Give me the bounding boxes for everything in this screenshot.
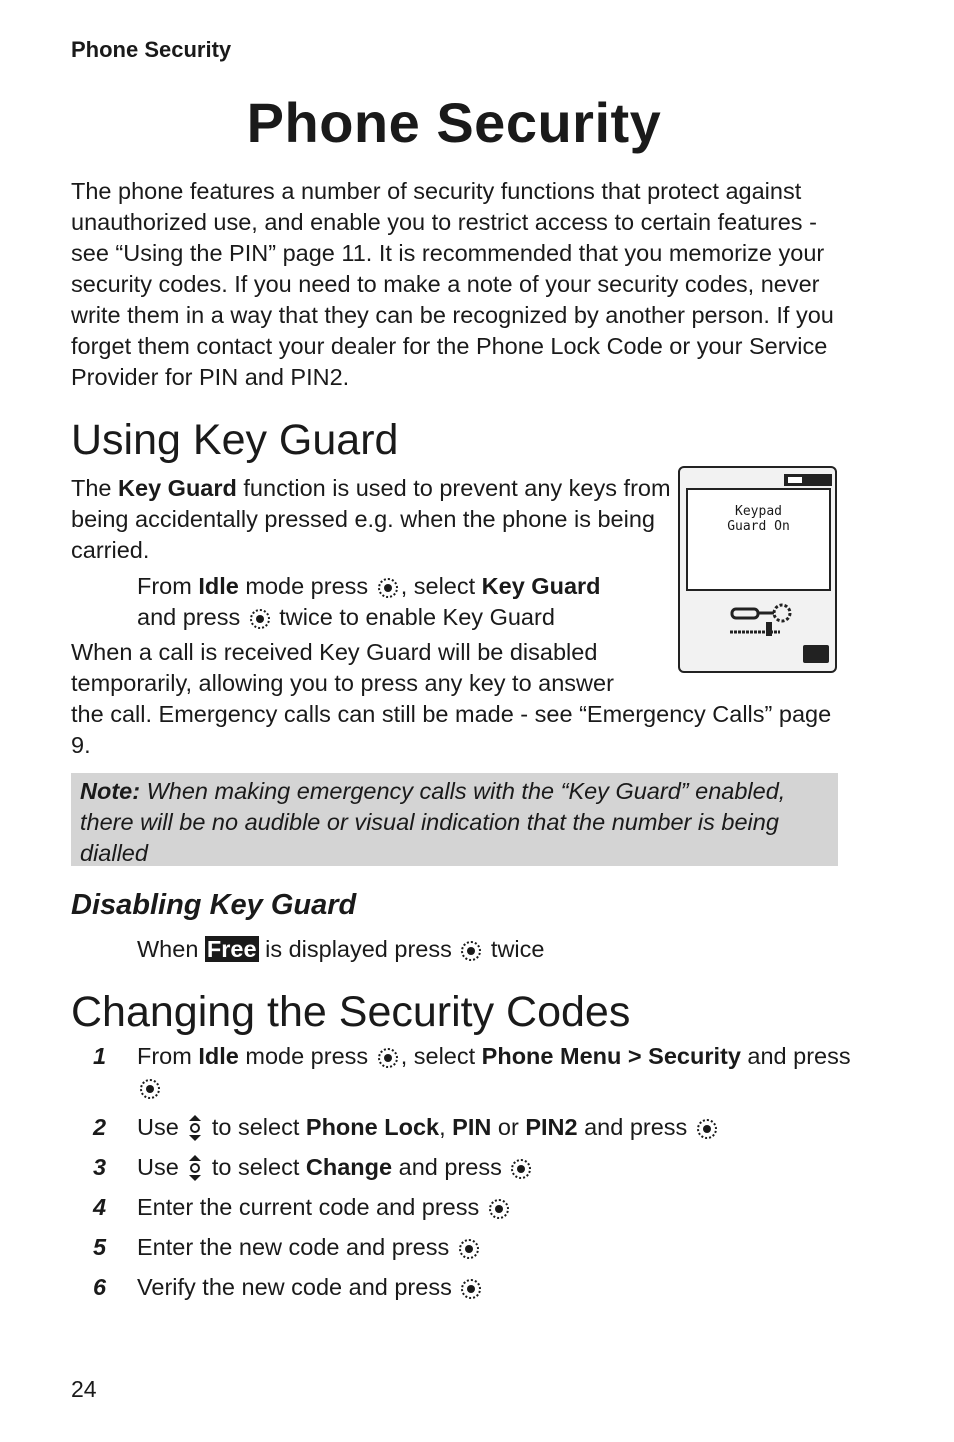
step-text bbox=[137, 1041, 853, 1103]
text: The bbox=[71, 475, 119, 501]
text: mode press bbox=[238, 573, 375, 599]
select-button-icon bbox=[459, 1239, 479, 1259]
select-button-icon bbox=[461, 941, 481, 961]
text: twice bbox=[484, 936, 545, 962]
idle-term: Idle bbox=[198, 1043, 239, 1069]
text: From bbox=[137, 1043, 199, 1069]
step-text bbox=[137, 1152, 853, 1183]
running-head: Phone Security bbox=[71, 37, 232, 62]
key-guard-call-paragraph: When a call is received Key Guard will be disabled temporarily, allowing you to press any key to answer bbox=[71, 639, 614, 696]
step-text bbox=[137, 1112, 853, 1143]
select-button-icon bbox=[140, 1079, 160, 1099]
key-guard-paragraph bbox=[71, 473, 671, 566]
text: twice to enable Key Guard bbox=[272, 604, 555, 630]
step-item bbox=[93, 1232, 853, 1263]
change-term: Change bbox=[305, 1154, 393, 1180]
menu-path: Phone Menu > Security bbox=[481, 1043, 741, 1069]
step-number: 2 bbox=[93, 1114, 107, 1140]
step-number: 1 bbox=[93, 1043, 107, 1069]
phone-display-illustration bbox=[678, 466, 837, 673]
page-number: 24 bbox=[71, 1376, 97, 1402]
step-item bbox=[93, 1152, 853, 1183]
key-guard-term: Key Guard bbox=[481, 573, 601, 599]
heading-using-key-guard: Using Key Guard bbox=[71, 416, 399, 464]
signal-battery-icon bbox=[784, 474, 832, 486]
phone-screen bbox=[686, 488, 831, 591]
text: Use bbox=[137, 1114, 186, 1140]
select-button-icon bbox=[378, 1048, 398, 1068]
navigation-key-icon bbox=[188, 1155, 202, 1181]
lock-icon bbox=[803, 645, 829, 663]
key-guard-instruction bbox=[137, 571, 657, 633]
step-item bbox=[93, 1041, 853, 1103]
text: Use bbox=[137, 1154, 186, 1180]
idle-term: Idle bbox=[198, 573, 239, 599]
select-button-icon bbox=[489, 1199, 509, 1219]
step-number: 5 bbox=[93, 1234, 107, 1260]
text: , select bbox=[400, 1043, 482, 1069]
select-button-icon bbox=[511, 1159, 531, 1179]
text: or bbox=[491, 1114, 526, 1140]
phone-lock-term: Phone Lock bbox=[305, 1114, 440, 1140]
heading-changing-security-codes: Changing the Security Codes bbox=[71, 988, 631, 1036]
step-number: 4 bbox=[93, 1194, 107, 1220]
note-box bbox=[71, 773, 838, 866]
security-code-steps bbox=[93, 1041, 853, 1312]
text: and press bbox=[740, 1043, 851, 1069]
pin2-term: PIN2 bbox=[525, 1114, 578, 1140]
step-item bbox=[93, 1112, 853, 1143]
select-button-icon bbox=[378, 578, 398, 598]
note-label: Note: bbox=[80, 778, 141, 804]
text: and press bbox=[137, 604, 247, 630]
step-item bbox=[93, 1272, 853, 1303]
free-display-label: Free bbox=[206, 936, 257, 962]
note-text: When making emergency calls with the “Key Guard” enabled, there will be no audible or visual indication that the number is being dialled bbox=[80, 778, 786, 866]
heading-disabling-key-guard: Disabling Key Guard bbox=[71, 889, 357, 921]
intro-paragraph: The phone features a number of security functions that protect against unauthorized use, and enable you to restrict access to certain features - see “Using the PIN” page 11. It is recommended that you memorize your security codes. If you need to make a note of your security codes, never write them in a way that they can be recognized by another person. If you forget them contact your dealer for the Phone Lock Code or your Service Provider for PIN and PIN2. bbox=[71, 178, 834, 390]
text: Enter the current code and press bbox=[137, 1194, 480, 1220]
pin-term: PIN bbox=[452, 1114, 492, 1140]
text: function is used to prevent any keys from being accidentally pressed e.g. when the phone is being carried. bbox=[71, 475, 671, 563]
step-item bbox=[93, 1192, 853, 1223]
text: to select bbox=[205, 1154, 306, 1180]
select-button-icon bbox=[250, 609, 270, 629]
text: When bbox=[137, 936, 205, 962]
key-guard-emergency-paragraph: the call. Emergency calls can still be made - see “Emergency Calls” page 9. bbox=[71, 701, 832, 758]
screen-line: Guard On bbox=[727, 519, 790, 534]
text: is displayed press bbox=[258, 936, 459, 962]
step-number: 3 bbox=[93, 1154, 107, 1180]
key-icon bbox=[730, 602, 796, 642]
navigation-key-icon bbox=[188, 1115, 202, 1141]
text: , select bbox=[400, 573, 482, 599]
step-number: 6 bbox=[93, 1274, 107, 1300]
select-button-icon bbox=[697, 1119, 717, 1139]
text: , bbox=[439, 1114, 453, 1140]
key-guard-term: Key Guard bbox=[118, 475, 237, 501]
text: From bbox=[137, 573, 199, 599]
text: to select bbox=[205, 1114, 306, 1140]
text: mode press bbox=[238, 1043, 375, 1069]
step-text bbox=[137, 1192, 853, 1223]
screen-line: Keypad bbox=[735, 504, 782, 519]
disabling-instruction bbox=[137, 934, 837, 965]
text: and press bbox=[392, 1154, 502, 1180]
step-text bbox=[137, 1272, 853, 1303]
text: Enter the new code and press bbox=[137, 1234, 450, 1260]
text: and press bbox=[577, 1114, 688, 1140]
select-button-icon bbox=[461, 1279, 481, 1299]
page-title: Phone Security bbox=[246, 91, 662, 154]
text: Verify the new code and press bbox=[137, 1274, 452, 1300]
step-text bbox=[137, 1232, 853, 1263]
